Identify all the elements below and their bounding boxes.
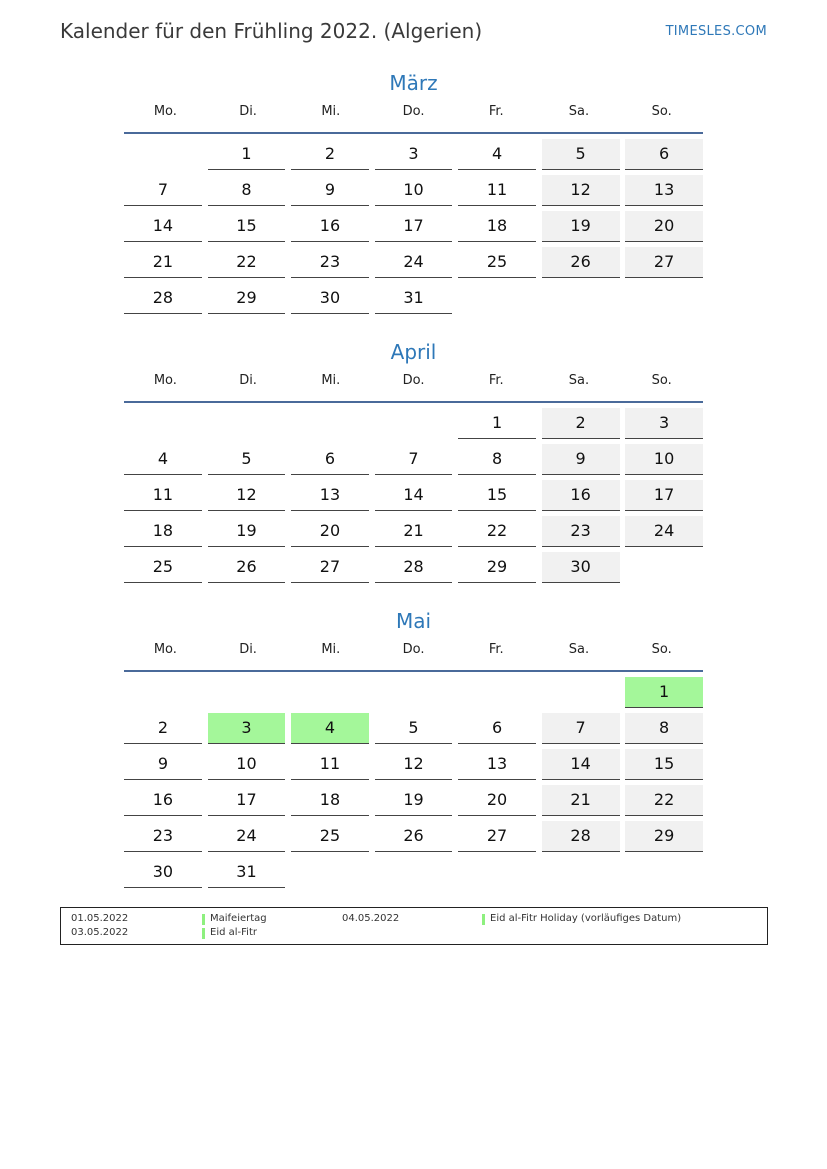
- day-cell[interactable]: 9: [542, 444, 620, 475]
- month-title: April: [390, 340, 437, 364]
- weekday-label: So.: [651, 104, 672, 119]
- day-cell[interactable]: 7: [542, 713, 620, 744]
- day-cell[interactable]: 30: [542, 552, 620, 583]
- day-cell[interactable]: 25: [458, 247, 536, 278]
- day-cell[interactable]: 2: [291, 139, 369, 170]
- day-cell[interactable]: 8: [458, 444, 536, 475]
- month-title: März: [389, 71, 438, 95]
- week-row: [124, 247, 703, 283]
- weekday-label: Mi.: [321, 104, 341, 119]
- weekday-label: Mo.: [153, 104, 177, 119]
- day-cell[interactable]: 14: [375, 480, 453, 511]
- day-cell[interactable]: 6: [625, 139, 703, 170]
- weekday-label: Mi.: [321, 642, 341, 657]
- day-cell[interactable]: 28: [124, 283, 202, 314]
- day-cell[interactable]: 3: [375, 139, 453, 170]
- week-row: [124, 785, 703, 821]
- empty-cell: [542, 283, 620, 313]
- day-cell[interactable]: 5: [542, 139, 620, 170]
- day-cell[interactable]: 11: [458, 175, 536, 206]
- day-cell[interactable]: 20: [625, 211, 703, 242]
- day-cell[interactable]: 22: [458, 516, 536, 547]
- day-cell[interactable]: 9: [124, 749, 202, 780]
- day-cell[interactable]: 11: [291, 749, 369, 780]
- day-cell[interactable]: 13: [458, 749, 536, 780]
- week-row: [124, 444, 703, 480]
- month-march: [124, 68, 703, 319]
- day-cell[interactable]: 14: [124, 211, 202, 242]
- weekday-label: Fr.: [488, 104, 504, 119]
- day-cell[interactable]: 31: [375, 283, 453, 314]
- empty-cell: [291, 677, 369, 707]
- week-row: [124, 713, 703, 749]
- day-cell[interactable]: 7: [124, 175, 202, 206]
- day-cell[interactable]: 19: [208, 516, 286, 547]
- legend-holiday-name: Eid al-Fitr: [210, 927, 257, 938]
- day-cell[interactable]: 26: [208, 552, 286, 583]
- empty-cell: [208, 408, 286, 438]
- week-row: [124, 139, 703, 175]
- day-cell[interactable]: 21: [542, 785, 620, 816]
- empty-cell: [458, 857, 536, 887]
- day-cell[interactable]: 8: [208, 175, 286, 206]
- weekday-label: Fr.: [488, 373, 504, 388]
- day-cell[interactable]: 29: [625, 821, 703, 852]
- day-cell[interactable]: 25: [291, 821, 369, 852]
- day-cell[interactable]: 6: [291, 444, 369, 475]
- day-cell[interactable]: 7: [375, 444, 453, 475]
- day-cell[interactable]: 23: [124, 821, 202, 852]
- week-row: [124, 211, 703, 247]
- day-cell[interactable]: 28: [375, 552, 453, 583]
- week-row: [124, 749, 703, 785]
- month-may: [124, 606, 703, 893]
- day-cell[interactable]: 27: [291, 552, 369, 583]
- empty-cell: [291, 408, 369, 438]
- day-cell[interactable]: 15: [458, 480, 536, 511]
- day-cell[interactable]: 16: [124, 785, 202, 816]
- weekday-label: Sa.: [568, 642, 590, 657]
- day-cell[interactable]: 20: [458, 785, 536, 816]
- weekday-label: Do.: [402, 373, 425, 388]
- weekday-label: Sa.: [568, 104, 590, 119]
- day-cell[interactable]: 1: [208, 139, 286, 170]
- day-cell[interactable]: 12: [208, 480, 286, 511]
- day-cell[interactable]: 8: [625, 713, 703, 744]
- day-cell[interactable]: 23: [291, 247, 369, 278]
- weekday-label: Sa.: [568, 373, 590, 388]
- legend-holiday-name: Maifeiertag: [210, 913, 267, 924]
- empty-cell: [124, 408, 202, 438]
- day-cell[interactable]: 6: [458, 713, 536, 744]
- day-cell[interactable]: 1: [625, 677, 703, 708]
- empty-cell: [291, 857, 369, 887]
- day-cell[interactable]: 17: [375, 211, 453, 242]
- day-cell[interactable]: 12: [542, 175, 620, 206]
- day-cell[interactable]: 14: [542, 749, 620, 780]
- empty-cell: [542, 857, 620, 887]
- empty-cell: [625, 552, 703, 582]
- day-cell[interactable]: 17: [208, 785, 286, 816]
- day-cell[interactable]: 15: [625, 749, 703, 780]
- empty-cell: [375, 857, 453, 887]
- weekday-label: Fr.: [488, 642, 504, 657]
- day-cell[interactable]: 24: [375, 247, 453, 278]
- weekday-label: Do.: [402, 104, 425, 119]
- week-row: [124, 857, 703, 893]
- weekday-header: [124, 98, 703, 134]
- weekday-label: Mo.: [153, 642, 177, 657]
- day-cell[interactable]: 2: [542, 408, 620, 439]
- day-cell[interactable]: 20: [291, 516, 369, 547]
- week-row: [124, 552, 703, 588]
- week-row: [124, 175, 703, 211]
- day-cell[interactable]: 22: [625, 785, 703, 816]
- empty-cell: [375, 677, 453, 707]
- day-cell[interactable]: 21: [124, 247, 202, 278]
- week-row: [124, 516, 703, 552]
- weekday-label: Mi.: [321, 373, 341, 388]
- day-cell[interactable]: 4: [124, 444, 202, 475]
- day-cell[interactable]: 30: [291, 283, 369, 314]
- day-cell[interactable]: 25: [124, 552, 202, 583]
- day-cell[interactable]: 19: [375, 785, 453, 816]
- legend-holiday-name: Eid al-Fitr Holiday (vorläufiges Datum): [490, 913, 682, 924]
- day-cell[interactable]: 29: [458, 552, 536, 583]
- day-cell[interactable]: 29: [208, 283, 286, 314]
- day-cell[interactable]: 16: [291, 211, 369, 242]
- legend-date: 03.05.2022: [71, 927, 129, 938]
- day-cell[interactable]: 5: [375, 713, 453, 744]
- day-cell[interactable]: 4: [291, 713, 369, 744]
- day-cell[interactable]: 1: [458, 408, 536, 439]
- day-cell[interactable]: 26: [375, 821, 453, 852]
- day-cell[interactable]: 9: [291, 175, 369, 206]
- day-cell[interactable]: 22: [208, 247, 286, 278]
- week-row: [124, 821, 703, 857]
- week-row: [124, 408, 703, 444]
- day-cell[interactable]: 18: [124, 516, 202, 547]
- empty-cell: [124, 677, 202, 707]
- day-cell[interactable]: 10: [375, 175, 453, 206]
- empty-cell: [458, 677, 536, 707]
- day-cell[interactable]: 13: [625, 175, 703, 206]
- day-cell[interactable]: 12: [375, 749, 453, 780]
- day-cell[interactable]: 31: [208, 857, 286, 888]
- day-cell[interactable]: 24: [208, 821, 286, 852]
- month-april: [124, 337, 703, 588]
- empty-cell: [124, 139, 202, 169]
- day-cell[interactable]: 15: [208, 211, 286, 242]
- legend-color-marker: [202, 928, 205, 939]
- day-cell[interactable]: 27: [625, 247, 703, 278]
- day-cell[interactable]: 24: [625, 516, 703, 547]
- day-cell[interactable]: 10: [208, 749, 286, 780]
- month-title: Mai: [395, 609, 432, 633]
- day-cell[interactable]: 13: [291, 480, 369, 511]
- day-cell[interactable]: 10: [625, 444, 703, 475]
- day-cell[interactable]: 21: [375, 516, 453, 547]
- weekday-label: So.: [651, 642, 672, 657]
- day-cell[interactable]: 17: [625, 480, 703, 511]
- weekday-label: So.: [651, 373, 672, 388]
- week-row: [124, 677, 703, 713]
- day-cell[interactable]: 28: [542, 821, 620, 852]
- holiday-legend: [60, 907, 768, 945]
- day-cell[interactable]: 3: [208, 713, 286, 744]
- day-cell[interactable]: 11: [124, 480, 202, 511]
- page-title: Kalender für den Frühling 2022. (Algerien): [60, 19, 483, 43]
- empty-cell: [542, 677, 620, 707]
- weekday-header: [124, 367, 703, 403]
- day-cell[interactable]: 23: [542, 516, 620, 547]
- empty-cell: [625, 283, 703, 313]
- weekday-label: Di.: [239, 104, 257, 119]
- legend-color-marker: [202, 914, 205, 925]
- empty-cell: [625, 857, 703, 887]
- day-cell[interactable]: 19: [542, 211, 620, 242]
- day-cell[interactable]: 2: [124, 713, 202, 744]
- weekday-label: Mo.: [153, 373, 177, 388]
- day-cell[interactable]: 3: [625, 408, 703, 439]
- legend-color-marker: [482, 914, 485, 925]
- empty-cell: [458, 283, 536, 313]
- week-row: [124, 480, 703, 516]
- weekday-label: Di.: [239, 373, 257, 388]
- weekday-label: Di.: [239, 642, 257, 657]
- day-cell[interactable]: 18: [291, 785, 369, 816]
- week-row: [124, 283, 703, 319]
- day-cell[interactable]: 26: [542, 247, 620, 278]
- day-cell[interactable]: 18: [458, 211, 536, 242]
- legend-date: 04.05.2022: [342, 913, 400, 924]
- weekday-header: [124, 636, 703, 672]
- legend-date: 01.05.2022: [71, 913, 129, 924]
- day-cell[interactable]: 30: [124, 857, 202, 888]
- site-link[interactable]: TIMESLES.COM: [665, 24, 767, 39]
- day-cell[interactable]: 4: [458, 139, 536, 170]
- empty-cell: [375, 408, 453, 438]
- empty-cell: [208, 677, 286, 707]
- day-cell[interactable]: 16: [542, 480, 620, 511]
- day-cell[interactable]: 5: [208, 444, 286, 475]
- weekday-label: Do.: [402, 642, 425, 657]
- day-cell[interactable]: 27: [458, 821, 536, 852]
